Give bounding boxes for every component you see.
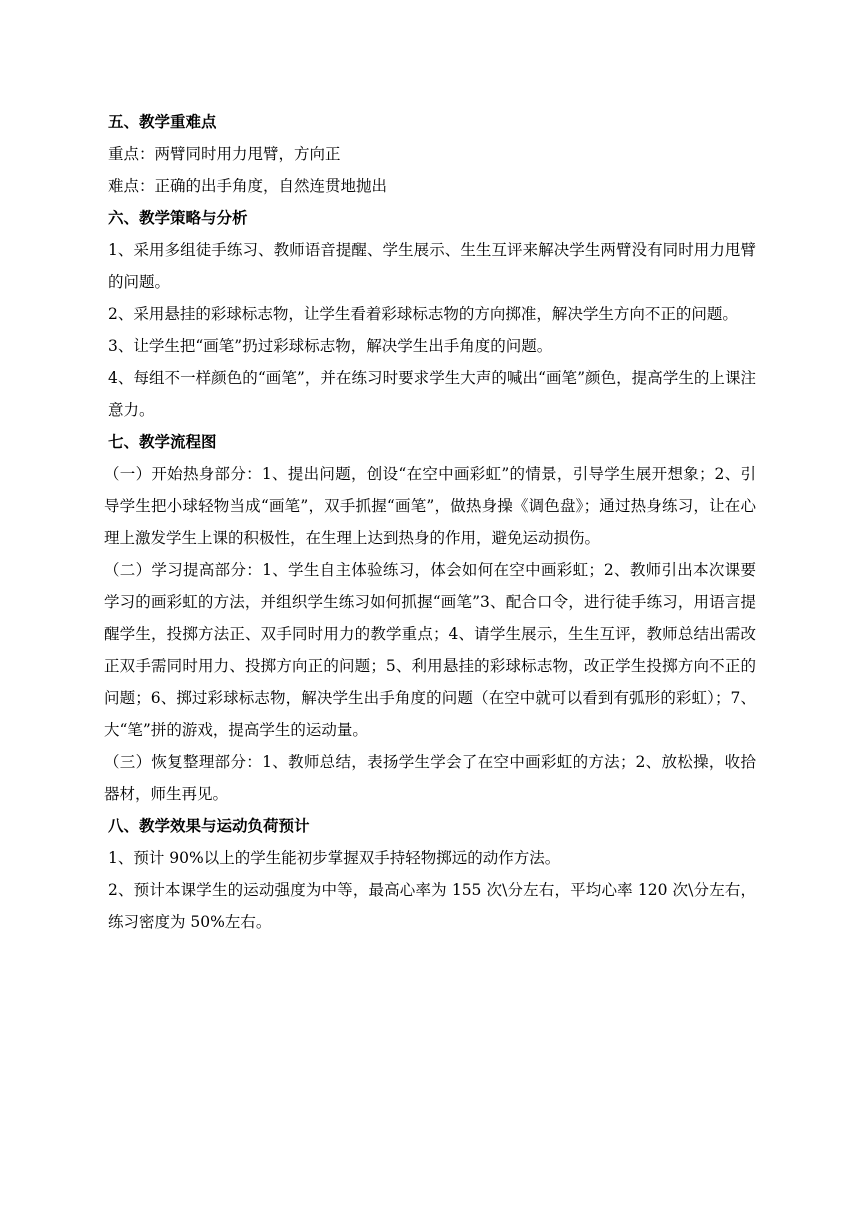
section-heading: 六、教学策略与分析 — [108, 209, 248, 227]
section-teaching-effect — [108, 810, 756, 938]
paragraph: （三）恢复整理部分：1、教师总结，表扬学生学会了在空中画彩虹的方法；2、放松操，收拾器材，师生再见。 — [104, 753, 756, 803]
paragraph: 1、采用多组徒手练习、教师语音提醒、学生展示、生生互评来解决学生两臂没有同时用力甩臂的问题。 — [108, 241, 756, 291]
paragraph: （一）开始热身部分：1、提出问题，创设“在空中画彩虹”的情景，引导学生展开想象；2、引导学生把小球轻物当成“画笔”，双手抓握“画笔”，做热身操《调色盘》；通过热身练习，让在心理上激发学生上课的积极性，在生理上达到热身的作用，避免运动损伤。 — [104, 465, 756, 547]
paragraph: 1、预计 90%以上的学生能初步掌握双手持轻物掷远的动作方法。 — [108, 849, 561, 867]
paragraph: 难点：正确的出手角度，自然连贯地抛出 — [108, 177, 388, 195]
section-heading: 五、教学重难点 — [108, 113, 217, 131]
paragraph: （二）学习提高部分：1、学生自主体验练习，体会如何在空中画彩虹；2、教师引出本次课要学习的画彩虹的方法，并组织学生练习如何抓握“画笔”3、配合口令，进行徒手练习，用语言提醒学生，投掷方法正、双手同时用力的教学重点；4、请学生展示，生生互评，教师总结出需改正双手需同时用力、投掷方向正的问题；5、利用悬挂的彩球标志物，改正学生投掷方向不正的问题；6、掷过彩球标志物，解决学生出手角度的问题（在空中就可以看到有弧形的彩虹）；7、大“笔”拼的游戏，提高学生的运动量。 — [104, 561, 756, 739]
section-heading: 七、教学流程图 — [108, 433, 217, 451]
section-teaching-flowchart — [104, 426, 756, 810]
section-teaching-strategy — [108, 202, 756, 426]
paragraph: 重点：两臂同时用力甩臂，方向正 — [108, 145, 341, 163]
paragraph: 4、每组不一样颜色的“画笔”，并在练习时要求学生大声的喊出“画笔”颜色，提高学生的上课注意力。 — [108, 369, 756, 419]
section-teaching-difficulties — [108, 106, 756, 202]
section-heading: 八、教学效果与运动负荷预计 — [108, 817, 310, 835]
paragraph: 3、让学生把“画笔”扔过彩球标志物，解决学生出手角度的问题。 — [108, 337, 553, 355]
document-body — [104, 106, 756, 938]
paragraph: 2、采用悬挂的彩球标志物，让学生看着彩球标志物的方向掷准，解决学生方向不正的问题。 — [108, 305, 738, 323]
paragraph: 2、预计本课学生的运动强度为中等，最高心率为 155 次\分左右，平均心率 120 次\分左右，练习密度为 50%左右。 — [108, 881, 756, 931]
